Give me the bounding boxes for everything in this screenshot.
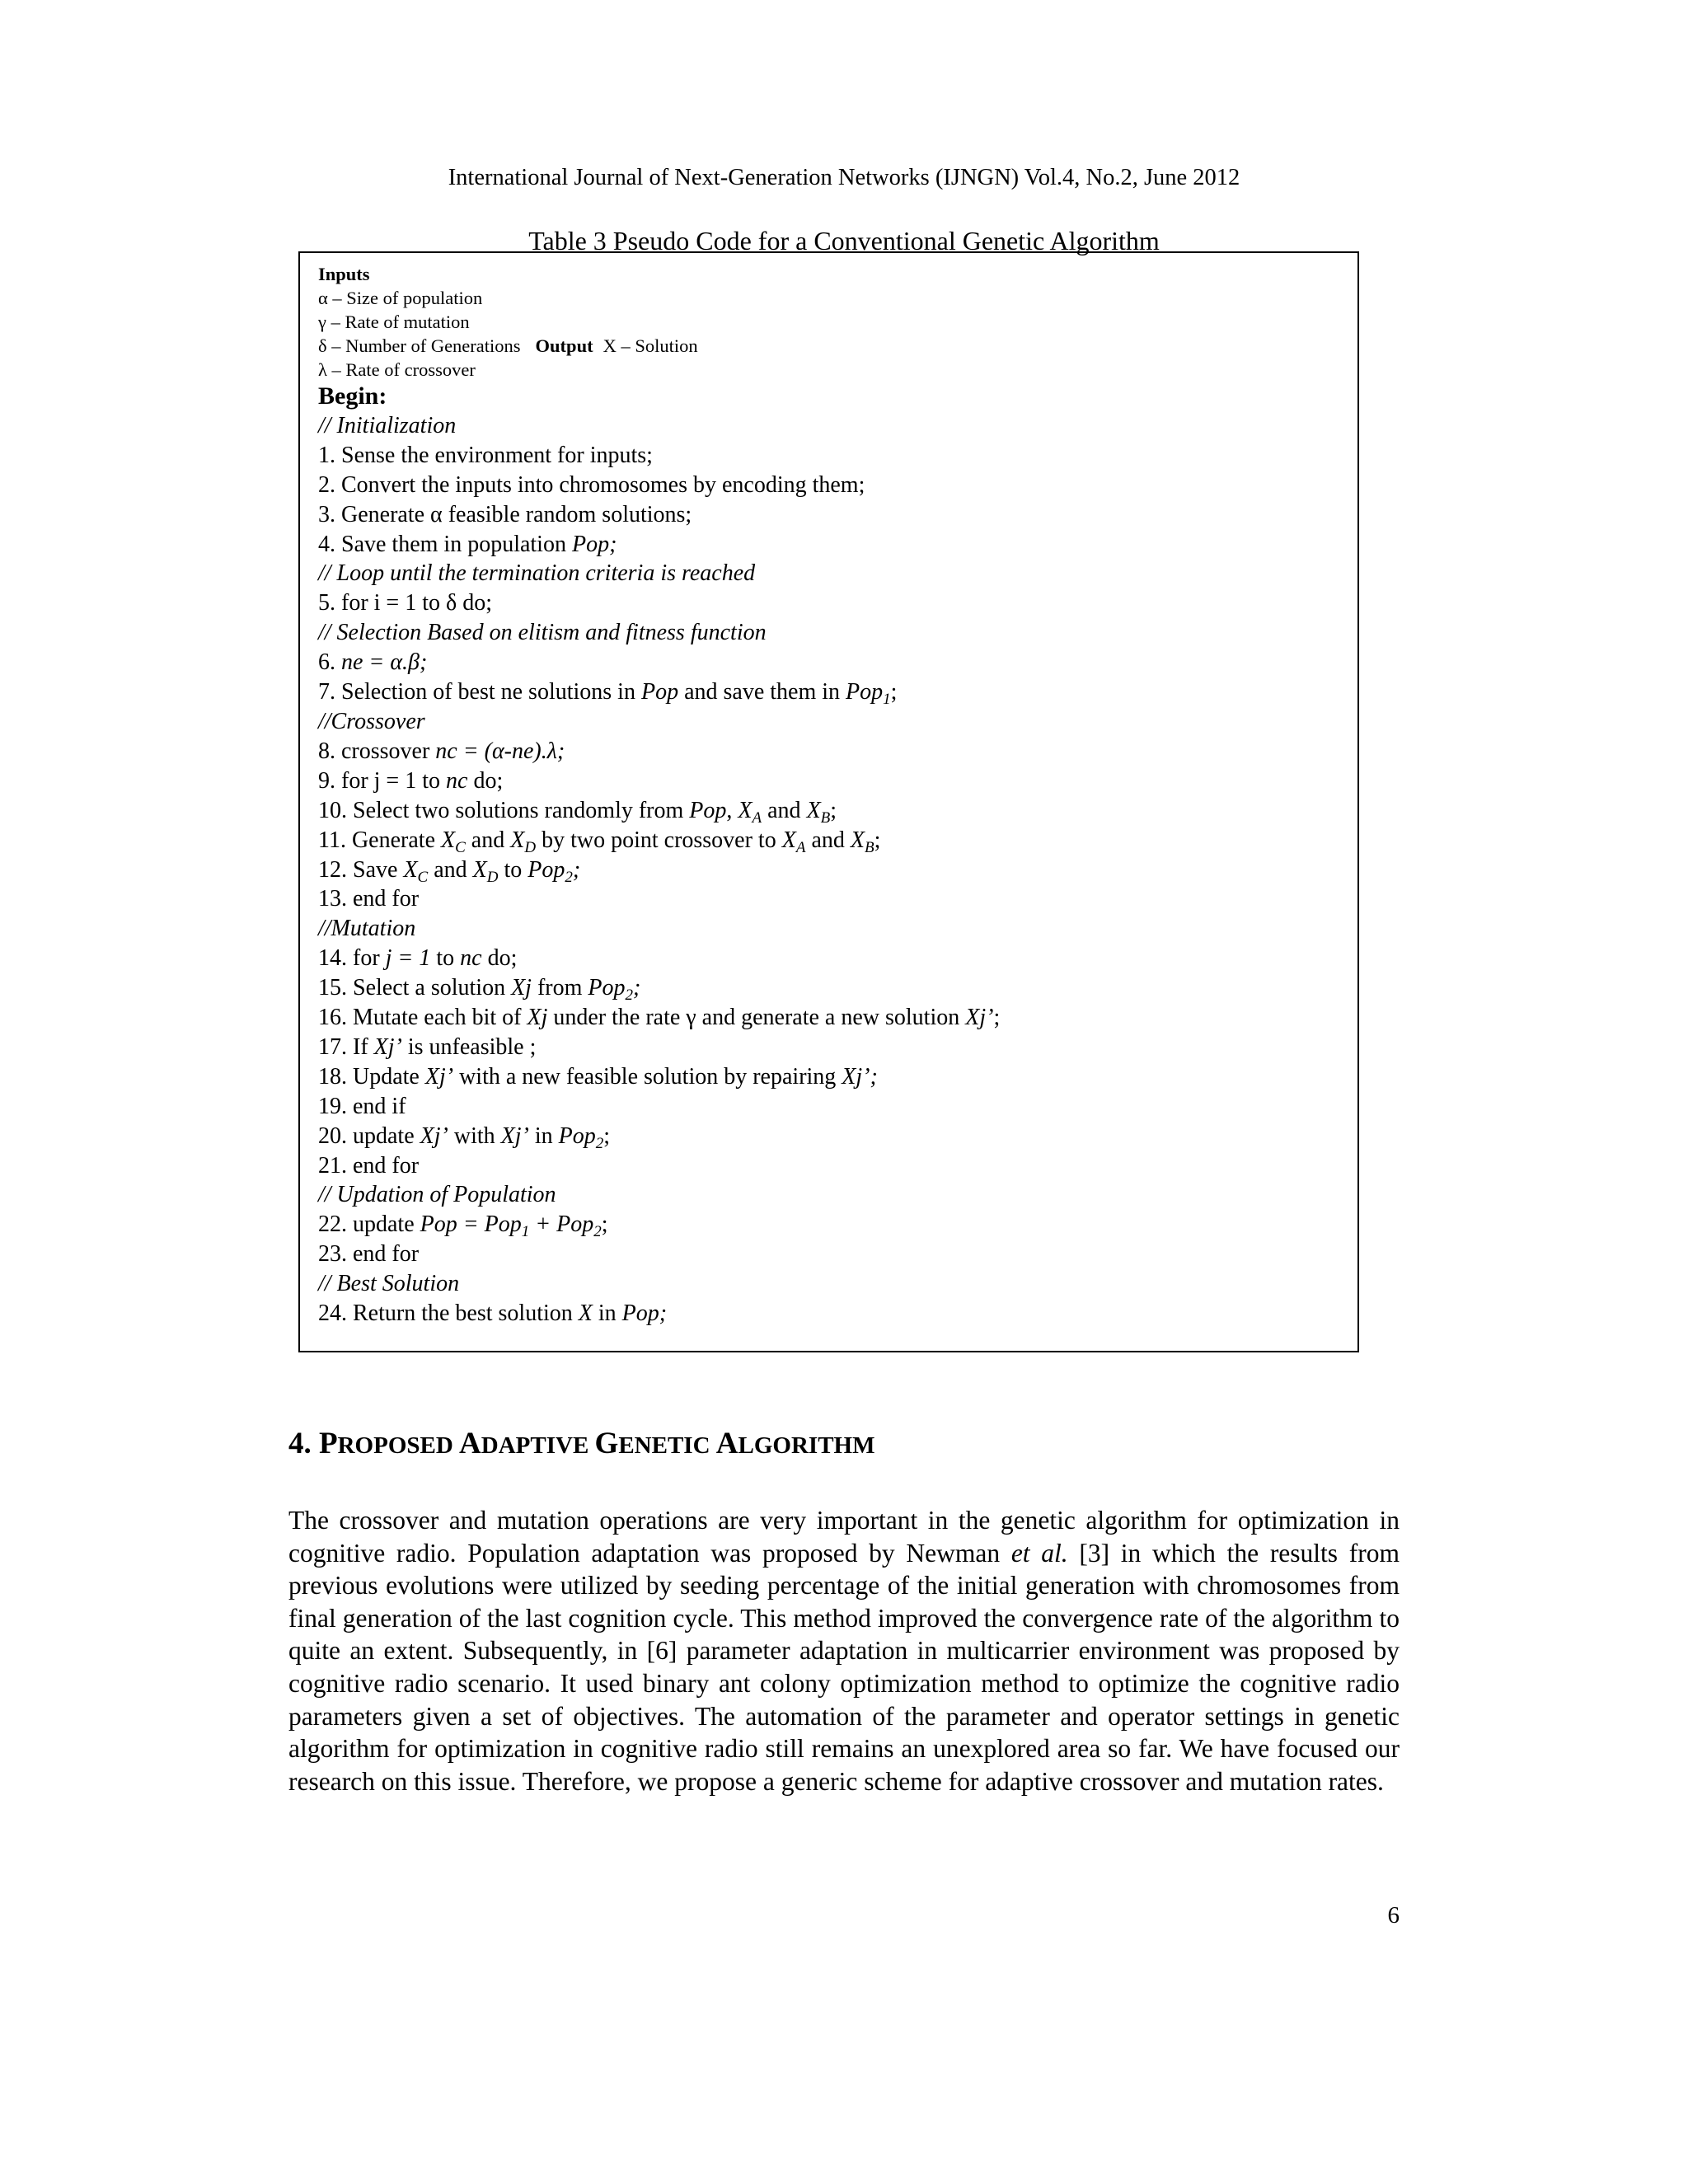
step-2: 2. Convert the inputs into chromosomes by encoding them;: [318, 471, 865, 498]
step-12: 12. Save $X_C$ and $X_D$ to Pop$_2$;: [318, 856, 581, 886]
step-21: 21. end for: [318, 1152, 420, 1179]
step-1: 1. Sense the environment for inputs;: [318, 442, 653, 468]
step-16: 16. Mutate each bit of Xj under the rate γ and generate a new solution Xj’;: [318, 1005, 1001, 1031]
input-number-of-generations: δ – Number of Generations: [318, 335, 521, 356]
step-5: 5. for i = 1 to δ do;: [318, 590, 492, 616]
step-9: 9. for j = 1 to nc do;: [318, 767, 504, 794]
step-18: 18. Update Xj’ with a new feasible solution by repairing Xj’;: [318, 1063, 878, 1090]
input-number-of-generations-row: [318, 334, 698, 358]
comment-mutation: //Mutation: [318, 916, 416, 942]
step-23: 23. end for: [318, 1241, 420, 1268]
begin-keyword: Begin:: [318, 382, 387, 410]
step-19: 19. end if: [318, 1093, 406, 1119]
step-15: 15. Select a solution Xj from Pop$_2$;: [318, 975, 641, 1005]
step-17: 17. If Xj’ is unfeasible ;: [318, 1033, 537, 1060]
step-7: 7. Selection of best ne solutions in Pop and save them in Pop$_1$;: [318, 679, 898, 709]
comment-best-solution: // Best Solution: [318, 1271, 460, 1297]
pseudo-code-body: [318, 382, 1000, 1329]
input-size-of-population: α – Size of population: [318, 288, 483, 308]
step-20: 20. update Xj’ with Xj’ in Pop$_2$;: [318, 1122, 611, 1152]
comment-updation: // Updation of Population: [318, 1182, 556, 1208]
step-24: 24. Return the best solution X in Pop;: [318, 1301, 668, 1327]
comment-selection: // Selection Based on elitism and fitness function: [318, 620, 767, 646]
body-paragraph: The crossover and mutation operations are very important in the genetic algorithm for optimization in cognitive radio. Population adaptation was proposed by Newman et al. [3] in which the results from previous evolutions were utilized by seeding percentage of the initial generation with chromosomes from final generation of the last cognition cycle. This method improved the convergence rate of the algorithm to quite an extent. Subsequently, in [6] parameter adaptation in multicarrier environment was proposed by cognitive radio scenario. It used binary ant colony optimization method to optimize the cognitive radio parameters given a set of objectives. The automation of the parameter and operator settings in genetic algorithm for optimization in cognitive radio still remains an unexplored area so far. We have focused our research on this issue. Therefore, we propose a generic scheme for adaptive crossover and mutation rates.: [288, 1506, 1400, 1796]
step-14: 14. for j = 1 to nc do;: [318, 945, 518, 972]
step-6: 6. ne = α.β;: [318, 649, 428, 676]
step-11: 11. Generate $X_C$ and $X_D$ by two point crossover to $X_A$ and $X_B$;: [318, 827, 881, 856]
page-number: 6: [1387, 1902, 1400, 1929]
step-10: 10. Select two solutions randomly from Pop, $X_A$ and $X_B$;: [318, 797, 837, 827]
comment-crossover: //Crossover: [318, 708, 425, 734]
inputs-block: [318, 262, 698, 382]
section-heading: 4. PROPOSED ADAPTIVE GENETIC ALGORITHM: [288, 1427, 875, 1460]
comment-loop: // Loop until the termination criteria is reached: [318, 560, 756, 587]
step-8: 8. crossover nc = (α-ne).λ;: [318, 738, 565, 764]
output-value: X – Solution: [603, 335, 698, 356]
step-3: 3. Generate α feasible random solutions;: [318, 501, 692, 527]
et-al: et al.: [1010, 1538, 1068, 1568]
running-header: International Journal of Next-Generation Networks (IJNGN) Vol.4, No.2, June 2012: [448, 165, 1240, 190]
inputs-heading: Inputs: [318, 264, 370, 284]
input-rate-of-mutation: γ – Rate of mutation: [318, 312, 470, 332]
input-rate-of-crossover: λ – Rate of crossover: [318, 359, 476, 380]
comment-initialization: // Initialization: [318, 412, 457, 438]
step-4: 4. Save them in population Pop;: [318, 531, 617, 557]
step-13: 13. end for: [318, 886, 420, 912]
table-caption: Table 3 Pseudo Code for a Conventional Genetic Algorithm: [528, 226, 1160, 255]
step-22: 22. update Pop = Pop$_1$ + Pop$_2$;: [318, 1212, 608, 1241]
output-label: Output: [535, 335, 593, 356]
